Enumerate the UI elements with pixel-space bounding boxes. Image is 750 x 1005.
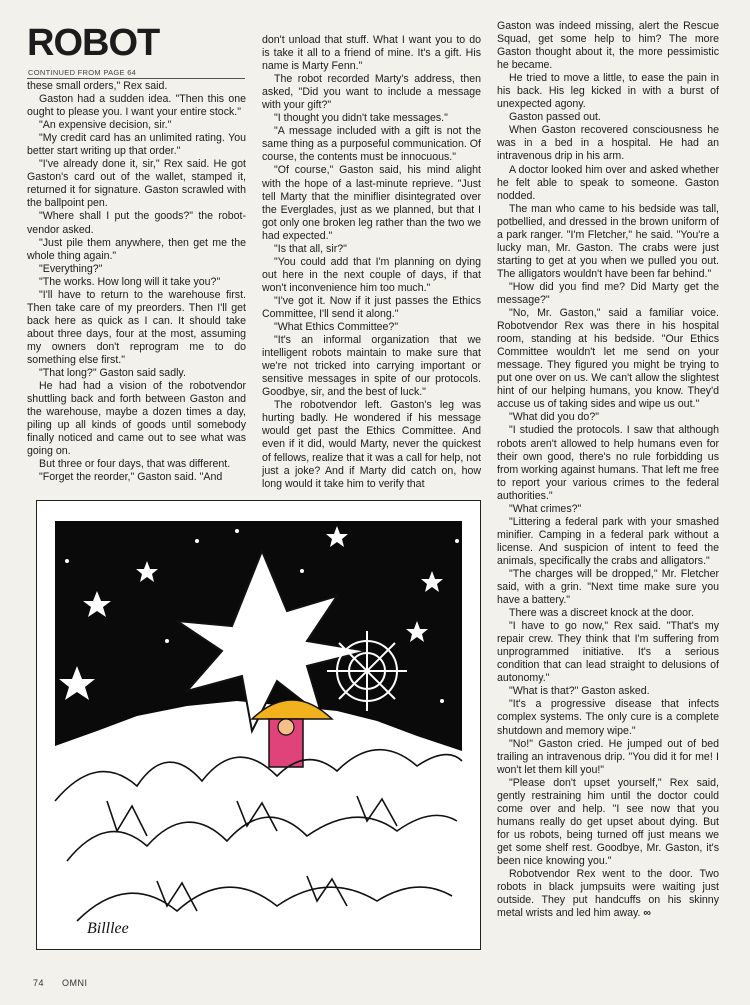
paragraph: The robot recorded Marty's address, then asked, "Did you want to include a message with your gift?" bbox=[262, 73, 481, 112]
paragraph: "It's a progressive disease that infects complex systems. The only cure is a complete shutdown and memory wipe." bbox=[497, 698, 719, 737]
paragraph: "Littering a federal park with your smashed minifier. Camping in a federal park without a license. And suspicion of intent to feed the animals, specifically the crabs and alligators." bbox=[497, 515, 719, 567]
story-illustration bbox=[36, 500, 481, 950]
illustration-art bbox=[37, 501, 480, 949]
paragraph: When Gaston recovered consciousness he was in a bed in a hospital. He had an intravenous drip in his arm. bbox=[497, 124, 719, 163]
page-title: ROBOT bbox=[27, 22, 160, 64]
paragraph: "Where shall I put the goods?" the robot-vendor asked. bbox=[27, 210, 246, 236]
paragraph: The man who came to his bedside was tall, potbellied, and dressed in the brown uniform of a park ranger. "I'm Fletcher," he said. "You're a lucky man, Mr. Gaston. The crabs were just starting to get at you when we pulled you out. The alligators wouldn't have been far behind." bbox=[497, 202, 719, 280]
paragraph: There was a discreet knock at the door. bbox=[509, 607, 694, 620]
magazine-name: OMNI bbox=[62, 978, 88, 988]
figure-head bbox=[278, 719, 294, 735]
paragraph: "I've got it. Now if it just passes the Ethics Committee, I'll send it along." bbox=[262, 294, 481, 320]
figure-with-umbrella bbox=[252, 700, 332, 767]
paragraph: "I studied the protocols. I saw that although robots aren't allowed to help humans even for their own good, there's no rule forbidding us from working against humans. That left me free to report your various crimes to the federal authorities." bbox=[497, 424, 719, 502]
paragraph: "No!" Gaston cried. He jumped out of bed trailing an intravenous drip. "You did it for me! I won't let them kill you!" bbox=[497, 737, 719, 776]
paragraph: "You could add that I'm planning on dying out here in the next couple of days, if that won't inconvenience him too much." bbox=[262, 255, 481, 294]
paragraph: But three or four days, that was different. bbox=[39, 458, 231, 471]
paragraph: "How did you find me? Did Marty get the message?" bbox=[497, 280, 719, 306]
paragraph: "What Ethics Committee?" bbox=[274, 321, 399, 334]
paragraph: "What is that?" Gaston asked. bbox=[509, 685, 650, 698]
paragraph: "Of course," Gaston said, his mind alight with the hope of a last-minute reprieve. "Just tell Marty that the miniflier disintegrated over the Everglades, just as we planned, but that I got only one broken leg rather than the two we had expected." bbox=[262, 164, 481, 242]
text-column-1 bbox=[27, 80, 246, 484]
paragraph: Gaston passed out. bbox=[509, 111, 601, 124]
paragraph: "A message included with a gift is not the same thing as a purposeful communication. Of course, the contents must be innocuous." bbox=[262, 125, 481, 164]
paragraph: He had had a vision of the robotvendor shuttling back and forth between Gaston and the warehouse, maybe a dozen times a day, piling up all kinds of goods until somebody finally noticed and came out to see what was going on. bbox=[27, 380, 246, 458]
paragraph: The robotvendor left. Gaston's leg was hurting badly. He wondered if his message would get past the Ethics Committee. And even if it did, would Marty, never the quickest of fellows, realize that it was a call for help, not just a joke? And if Marty did catch on, how long would it take him to verify that bbox=[262, 399, 481, 490]
end-mark: ∞ bbox=[643, 907, 649, 920]
paragraph: "The charges will be dropped," Mr. Fletcher said, with a grin. "Next time make sure you have a battery." bbox=[497, 567, 719, 607]
illustrator-signature: Billlee bbox=[87, 920, 129, 937]
text-column-2 bbox=[262, 34, 481, 491]
paragraph: "The works. How long will it take you?" bbox=[39, 275, 221, 288]
final-paragraph bbox=[497, 868, 719, 920]
paragraph: don't unload that stuff. What I want you to do is take it all to a friend of mine. It's a gift. His name is Marty Fenn." bbox=[262, 34, 481, 73]
paragraph: "That long?" Gaston said sadly. bbox=[39, 367, 186, 380]
paragraph: "An expensive decision, sir." bbox=[39, 119, 172, 132]
paragraph: Gaston had a sudden idea. "Then this one ought to please you. I want your entire stock." bbox=[27, 93, 246, 119]
paragraph-text: Robotvendor Rex went to the door. Two robots in black jumpsuits were waiting just outside. They put handcuffs on his skinny metal wrists and led him away. bbox=[497, 868, 719, 920]
paragraph: these small orders," Rex said. bbox=[27, 80, 168, 92]
paragraph: He tried to move a little, to ease the pain in his back. His leg kicked in with a burst of unexpected agony. bbox=[497, 72, 719, 111]
lace-snowflake bbox=[327, 631, 407, 711]
paragraph: "I'll have to return to the warehouse first. Then take care of my preorders. Then I'll get back here as quick as I can. It should take about three days, four at the most, assuming my owners don't reprogram me to do something else first." bbox=[27, 288, 246, 366]
paragraph: "Forget the reorder," Gaston said. "And bbox=[39, 471, 223, 484]
paragraph: Gaston was indeed missing, alert the Rescue Squad, get some help to him? The more Gaston thought about it, the more pessimistic he became. bbox=[497, 20, 719, 72]
paragraph: "Everything?" bbox=[39, 262, 103, 275]
paragraph: "No, Mr. Gaston," said a familiar voice. Robotvendor Rex was there in his hospital room, standing at his bedside. "Our Ethics Committee wouldn't let me send on your message. They figured you might be trying to put one over on us. We can't allow the slightest hint of our helping humans, you know. They'd accuse us of taking sides and wipe us out." bbox=[497, 307, 719, 411]
snow-drifts bbox=[55, 750, 462, 921]
title-rule bbox=[27, 78, 245, 79]
page-number: 74 bbox=[33, 978, 45, 988]
paragraph: "It's an informal organization that we intelligent robots maintain to make sure that we're not tricked into carrying important or sensitive messages in spite of our protocols. Goodbye, sir, and the best of luck." bbox=[262, 334, 481, 399]
text-column-3 bbox=[497, 20, 719, 920]
paragraph: A doctor looked him over and asked whether he felt able to speak to someone. Gaston nodded. bbox=[497, 163, 719, 202]
paragraph: "My credit card has an unlimited rating. You better start writing up that order." bbox=[27, 132, 246, 158]
paragraph: "What did you do?" bbox=[509, 411, 599, 424]
paragraph: "I have to go now," Rex said. "That's my repair crew. They think that I'm suffering from unprogrammed initiative. It's a serious condition that can lead straight to delusions of autonomy." bbox=[497, 620, 719, 685]
paragraph: "Just pile them anywhere, then get me the whole thing again." bbox=[27, 236, 246, 262]
paragraph: "I thought you didn't take messages." bbox=[274, 112, 448, 125]
paragraph: "Is that all, sir?" bbox=[274, 242, 347, 255]
paragraph: "Please don't upset yourself," Rex said, gently restraining him until the doctor could come over and help. "I see now that you humans really do get upset about dying. But for us robots, being turned off just means we get some shelf rest. Goodbye, Mr. Gaston, it's been nice knowing you." bbox=[497, 776, 719, 867]
page-footer bbox=[33, 978, 106, 988]
paragraph: "I've already done it, sir," Rex said. He got Gaston's card out of the wallet, stamped it, returned it for signature. Gaston scrawled with the ballpoint pen. bbox=[27, 158, 246, 210]
paragraph: "What crimes?" bbox=[509, 502, 582, 515]
continued-note: CONTINUED FROM PAGE 64 bbox=[28, 68, 137, 77]
